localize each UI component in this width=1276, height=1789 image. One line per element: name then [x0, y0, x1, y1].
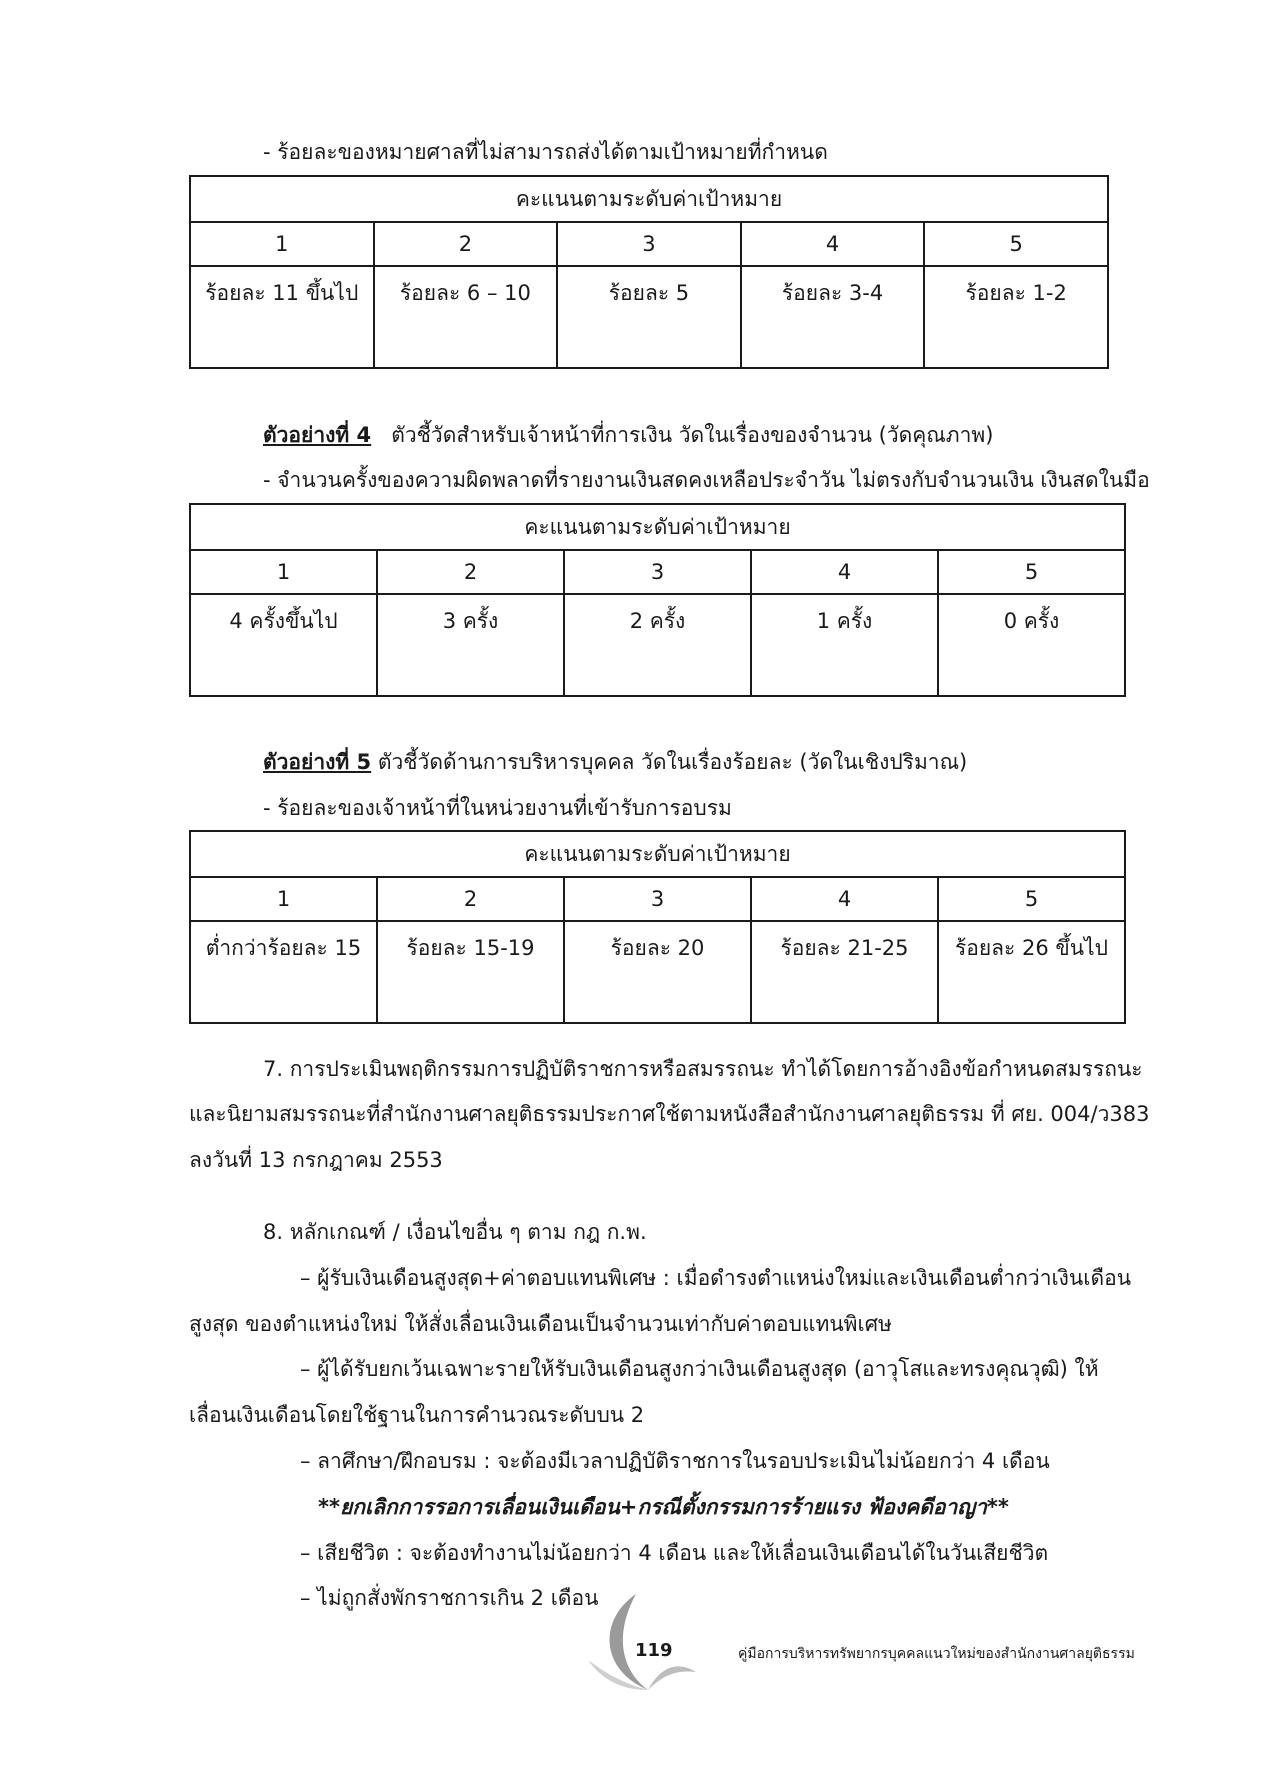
bullet-2-line-1: – ผู้ได้รับยกเว้นเฉพาะรายให้รับเงินเดือนสูงกว่าเงินเดือนสูงสุด (อาวุโสและทรงคุณวุฒิ) ให้: [300, 1357, 1099, 1381]
value-cell: ร้อยละ 21-25: [751, 921, 938, 1023]
level-cell: 4: [751, 550, 938, 594]
value-cell: 0 ครั้ง: [938, 594, 1125, 696]
value-cell: 2 ครั้ง: [564, 594, 751, 696]
value-cell: ร้อยละ 26 ขึ้นไป: [938, 921, 1125, 1023]
footer-title: คู่มือการบริหารทรัพยากรบุคคลแนวใหม่ของสำนักงานศาลยุติธรรม: [738, 1646, 1135, 1662]
paragraph-7-line-3: ลงวันที่ 13 กรกฎาคม 2553: [189, 1148, 443, 1172]
level-cell: 5: [938, 877, 1125, 921]
value-cell: ร้อยละ 3-4: [741, 266, 925, 368]
bullet-5: – ไม่ถูกสั่งพักราชการเกิน 2 เดือน: [300, 1586, 599, 1610]
value-cell: ร้อยละ 20: [564, 921, 751, 1023]
level-cell: 2: [377, 877, 564, 921]
level-cell: 4: [751, 877, 938, 921]
value-cell: ร้อยละ 5: [557, 266, 741, 368]
example-5-heading: ตัวอย่างที่ 5: [263, 750, 372, 774]
value-cell: ร้อยละ 1-2: [924, 266, 1108, 368]
page-number: 119: [635, 1640, 673, 1661]
bullet-3: – ลาศึกษา/ฝึกอบรม : จะต้องมีเวลาปฏิบัติราชการในรอบประเมินไม่น้อยกว่า 4 เดือน: [300, 1449, 1050, 1473]
example-4-line: [263, 421, 993, 449]
indicator-line-4: - จำนวนครั้งของความผิดพลาดที่รายงานเงินสดคงเหลือประจำวัน ไม่ตรงกับจำนวนเงิน เงินสดในมือ: [263, 468, 1150, 492]
bullet-4: – เสียชีวิต : จะต้องทำงานไม่น้อยกว่า 4 เดือน และให้เลื่อนเงินเดือนได้ในวันเสียชีวิต: [300, 1541, 1049, 1565]
value-cell: ต่ำกว่าร้อยละ 15: [190, 921, 377, 1023]
value-cell: ร้อยละ 15-19: [377, 921, 564, 1023]
level-cell: 1: [190, 222, 374, 266]
level-cell: 1: [190, 877, 377, 921]
bullet-2-line-2: เลื่อนเงินเดือนโดยใช้ฐานในการคำนวณระดับบน 2: [189, 1403, 645, 1427]
section-8-title: 8. หลักเกณฑ์ / เงื่อนไขอื่น ๆ ตาม กฎ ก.พ.: [263, 1220, 647, 1244]
table-header: คะแนนตามระดับค่าเป้าหมาย: [190, 831, 1125, 877]
bullet-1-line-1: – ผู้รับเงินเดือนสูงสุด+ค่าตอบแทนพิเศษ : เมื่อดำรงตำแหน่งใหม่และเงินเดือนต่ำกว่าเงินเดือน: [300, 1266, 1132, 1290]
level-cell: 5: [938, 550, 1125, 594]
value-cell: ร้อยละ 6 – 10: [374, 266, 558, 368]
level-cell: 3: [564, 877, 751, 921]
paragraph-7-line-2: และนิยามสมรรถนะที่สำนักงานศาลยุติธรรมประกาศใช้ตามหนังสือสำนักงานศาลยุติธรรม ที่ ศย. 004/ว383: [189, 1102, 1150, 1126]
paragraph-7-line-1: 7. การประเมินพฤติกรรมการปฏิบัติราชการหรือสมรรถนะ ทำได้โดยการอ้างอิงข้อกำหนดสมรรถนะ: [263, 1057, 1143, 1081]
score-table-5: [189, 830, 1126, 1024]
indicator-line-5: - ร้อยละของเจ้าหน้าที่ในหน่วยงานที่เข้ารับการอบรม: [263, 796, 732, 820]
level-cell: 4: [741, 222, 925, 266]
level-cell: 3: [557, 222, 741, 266]
score-table-4: [189, 503, 1126, 697]
value-cell: 4 ครั้งขึ้นไป: [190, 594, 377, 696]
level-cell: 1: [190, 550, 377, 594]
level-cell: 3: [564, 550, 751, 594]
table-header: คะแนนตามระดับค่าเป้าหมาย: [190, 504, 1125, 550]
example-5-description: ตัวชี้วัดด้านการบริหารบุคคล วัดในเรื่องร้อยละ (วัดในเชิงปริมาณ): [377, 750, 968, 774]
score-table-1: [189, 175, 1109, 369]
level-cell: 5: [924, 222, 1108, 266]
example-4-heading: ตัวอย่างที่ 4: [263, 423, 372, 447]
value-cell: 3 ครั้ง: [377, 594, 564, 696]
level-cell: 2: [374, 222, 558, 266]
bullet-1-line-2: สูงสุด ของตำแหน่งใหม่ ให้สั่งเลื่อนเงินเดือนเป็นจำนวนเท่ากับค่าตอบแทนพิเศษ: [189, 1312, 892, 1336]
emphasis-note: **ยกเลิกการรอการเลื่อนเงินเดือน+กรณีตั้งกรรมการร้ายแรง ฟ้องคดีอาญา**: [318, 1495, 1009, 1519]
value-cell: ร้อยละ 11 ขึ้นไป: [190, 266, 374, 368]
example-4-description: ตัวชี้วัดสำหรับเจ้าหน้าที่การเงิน วัดในเรื่องของจำนวน (วัดคุณภาพ): [391, 423, 994, 447]
level-cell: 2: [377, 550, 564, 594]
indicator-line-1: - ร้อยละของหมายศาลที่ไม่สามารถส่งได้ตามเป้าหมายที่กำหนด: [263, 140, 828, 164]
table-header: คะแนนตามระดับค่าเป้าหมาย: [190, 176, 1108, 222]
value-cell: 1 ครั้ง: [751, 594, 938, 696]
example-5-line: [263, 748, 967, 776]
